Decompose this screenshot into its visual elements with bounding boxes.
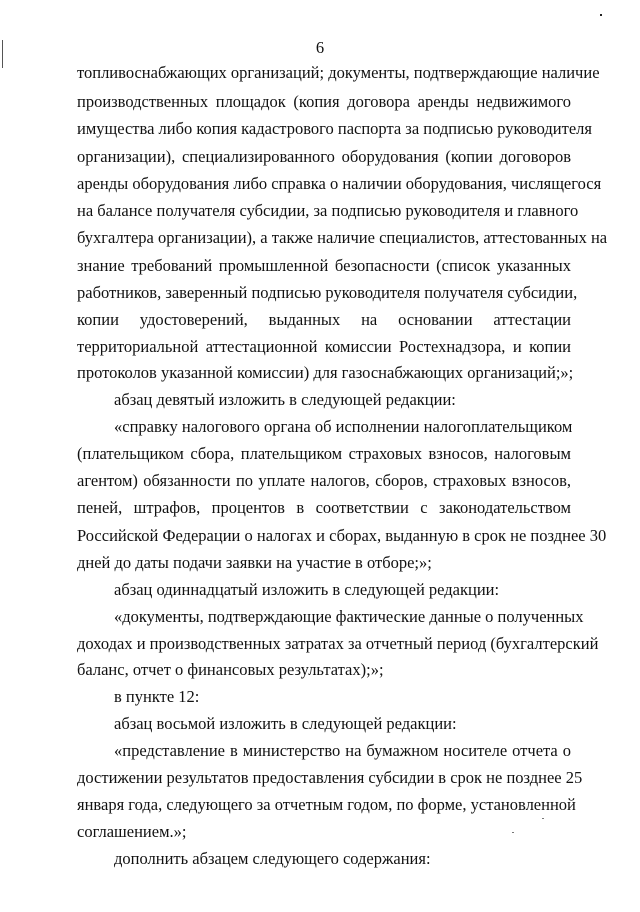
text-line: дополнить абзацем следующего содержания: [114, 849, 431, 868]
text-line: знание требований промышленной безопасности (список указанных [77, 256, 571, 275]
text-line: производственных площадок (копия договора аренды недвижимого [77, 92, 571, 111]
text-line: пеней, штрафов, процентов в соответствии с законодательством [77, 498, 571, 517]
text-line: Российской Федерации о налогах и сборах, выданную в срок не позднее 30 [77, 526, 607, 545]
text-line: абзац одиннадцатый изложить в следующей редакции: [114, 580, 500, 599]
scan-speck [600, 14, 602, 16]
text-line: достижении результатов предоставления субсидии в срок не позднее 25 [77, 768, 583, 787]
text-line: работников, заверенный подписью руководителя получателя субсидии, [77, 283, 578, 302]
text-line: баланс, отчет о финансовых результатах);»; [77, 660, 384, 679]
text-line: протоколов указанной комиссии) для газоснабжающих организаций;»; [77, 363, 574, 382]
scan-speck [512, 832, 514, 833]
text-line: доходах и производственных затратах за отчетный период (бухгалтерский [77, 634, 599, 653]
text-line: территориальной аттестационной комиссии Ростехнадзора, и копии [77, 337, 571, 356]
scan-speck [542, 818, 544, 819]
text-line: в пункте 12: [114, 687, 200, 706]
text-line: дней до даты подачи заявки на участие в отборе;»; [77, 553, 432, 572]
page-number: 6 [315, 38, 325, 57]
text-line: января года, следующего за отчетным годом, по форме, установленной [77, 795, 576, 814]
text-line: агентом) обязанности по уплате налогов, сборов, страховых взносов, [77, 471, 571, 490]
scan-edge-mark [2, 40, 3, 68]
text-line: имущества либо копия кадастрового паспорта за подписью руководителя [77, 119, 592, 138]
text-line: «документы, подтверждающие фактические данные о полученных [114, 607, 584, 626]
text-line: абзац восьмой изложить в следующей редакции: [114, 714, 457, 733]
text-line: «справку налогового органа об исполнении налогоплательщиком [114, 417, 573, 436]
text-line: (плательщиком сбора, плательщиком страховых взносов, налоговым [77, 444, 571, 463]
text-line: бухгалтера организации), а также наличие специалистов, аттестованных на [77, 228, 608, 247]
text-line: организации), специализированного оборудования (копии договоров [77, 147, 571, 166]
text-line: копии удостоверений, выданных на основании аттестации [77, 310, 571, 329]
text-line: абзац девятый изложить в следующей редакции: [114, 390, 456, 409]
text-line: аренды оборудования либо справка о наличии оборудования, числящегося [77, 174, 602, 193]
text-line: соглашением.»; [77, 822, 187, 841]
text-line: на балансе получателя субсидии, за подписью руководителя и главного [77, 201, 579, 220]
text-line: «представление в министерство на бумажном носителе отчета о [114, 741, 571, 760]
text-line: топливоснабжающих организаций; документы, подтверждающие наличие [77, 63, 600, 82]
